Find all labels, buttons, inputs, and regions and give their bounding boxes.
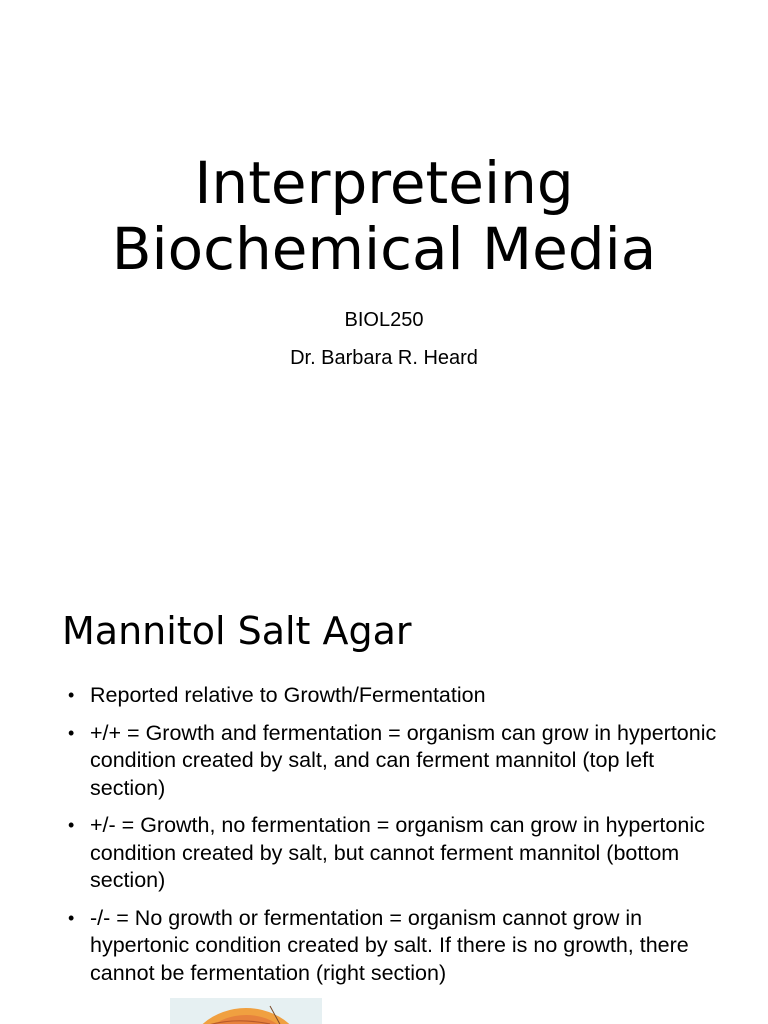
bullet-item [68, 905, 718, 988]
slide-subtitle [40, 306, 728, 382]
bullet-text: +/- = Growth, no fermentation = organism can grow in hypertonic condition created by salt, but cannot ferment mannitol (bottom section) [90, 813, 705, 892]
bullet-icon: • [68, 815, 75, 835]
bullet-icon: • [68, 722, 75, 743]
slide-title-line-1: Interpreteing [194, 149, 574, 217]
agar-plate-graphic [170, 998, 322, 1024]
agar-plate-image [170, 998, 322, 1024]
bullet-item [68, 812, 718, 895]
bullet-item [68, 720, 718, 803]
course-code: BIOL250 [344, 309, 424, 331]
bullet-text: Reported relative to Growth/Fermentation [90, 683, 486, 707]
bullet-text: -/- = No growth or fermentation = organism cannot grow in hypertonic condition created by salt. If there is no growth, there cannot be fermentation (right section) [90, 905, 689, 985]
content-slide [0, 576, 768, 1024]
bullet-icon: • [68, 907, 75, 928]
bullet-list [68, 682, 718, 997]
bullet-item [68, 682, 718, 710]
slide-heading: Mannitol Salt Agar [62, 609, 412, 653]
slide-title [40, 150, 728, 282]
bullet-text: +/+ = Growth and fermentation = organism can grow in hypertonic condition created by salt, and can ferment mannitol (top left section) [90, 720, 717, 800]
bullet-icon: • [68, 685, 75, 705]
author-name: Dr. Barbara R. Heard [290, 347, 478, 369]
slide-title-line-2: Biochemical Media [111, 215, 657, 283]
